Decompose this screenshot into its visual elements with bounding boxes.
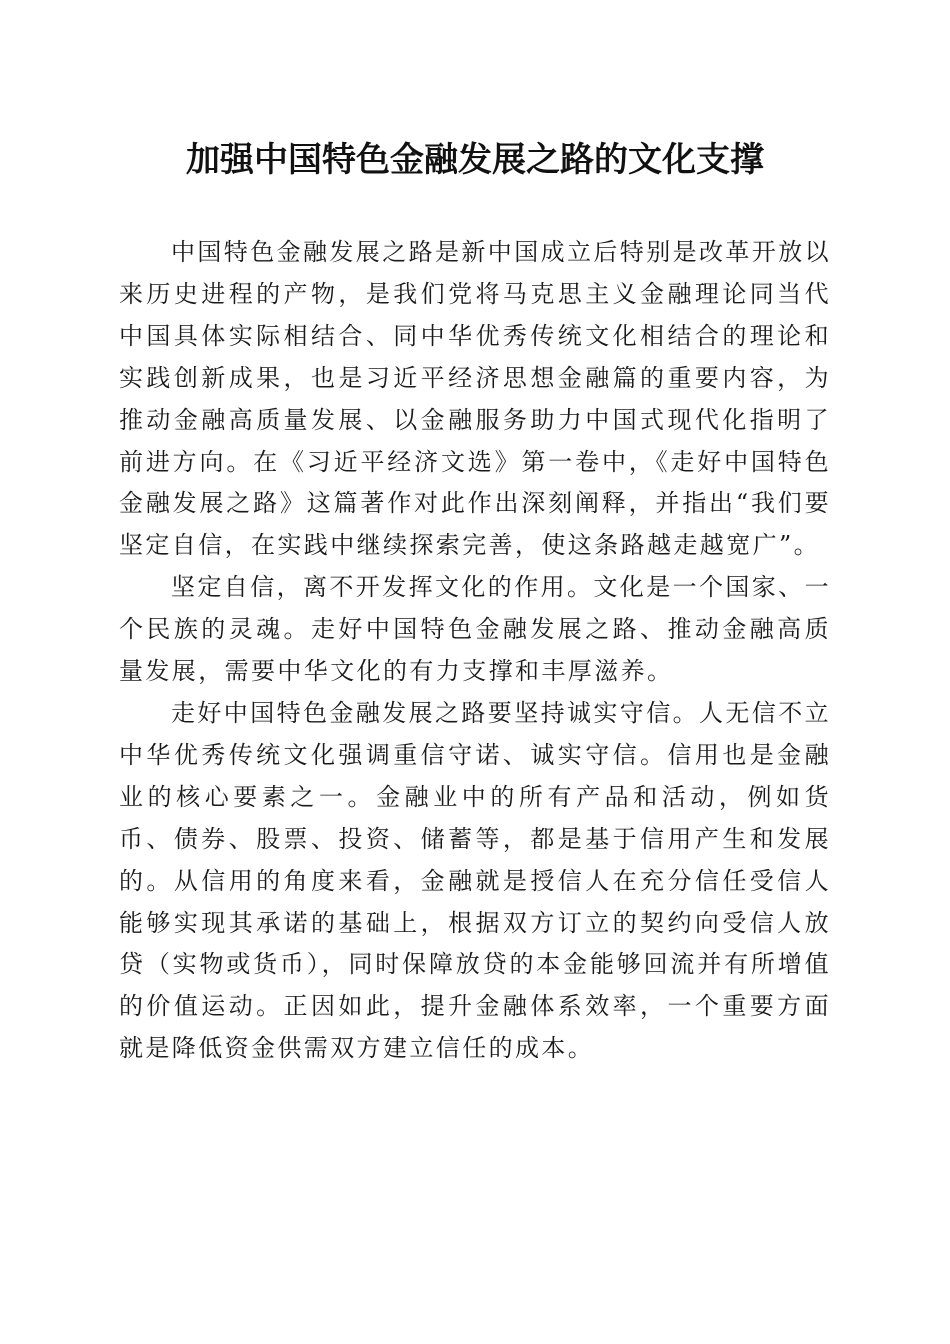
paragraph-1: 中国特色金融发展之路是新中国成立后特别是改革开放以来历史进程的产物，是我们党将马克思主义金融理论同当代中国具体实际相结合、同中华优秀传统文化相结合的理论和实践创新成果，也是习近平经济思想金融篇的重要内容，为推动金融高质量发展、以金融服务助力中国式现代化指明了前进方向。在《习近平经济文选》第一卷中，《走好中国特色金融发展之路》这篇著作对此作出深刻阐释，并指出“我们要坚定自信，在实践中继续探索完善，使这条路越走越宽广”。: [119, 238, 831, 560]
paragraph-2: 坚定自信，离不开发挥文化的作用。文化是一个国家、一个民族的灵魂。走好中国特色金融发展之路、推动金融高质量发展，需要中华文化的有力支撑和丰厚滋养。: [119, 573, 831, 686]
document-title: 加强中国特色金融发展之路的文化支撑: [186, 140, 764, 180]
paragraph-3: 走好中国特色金融发展之路要坚持诚实守信。人无信不立中华优秀传统文化强调重信守诺、诚实守信。信用也是金融业的核心要素之一。金融业中的所有产品和活动，例如货币、债券、股票、投资、储蓄等，都是基于信用产生和发展的。从信用的角度来看，金融就是授信人在充分信任受信人能够实现其承诺的基础上，根据双方订立的契约向受信人放贷（实物或货币），同时保障放贷的本金能够回流并有所增值的价值运动。正因如此，提升金融体系效率，一个重要方面就是降低资金供需双方建立信任的成本。: [119, 698, 831, 1063]
document-body: [119, 232, 831, 1070]
